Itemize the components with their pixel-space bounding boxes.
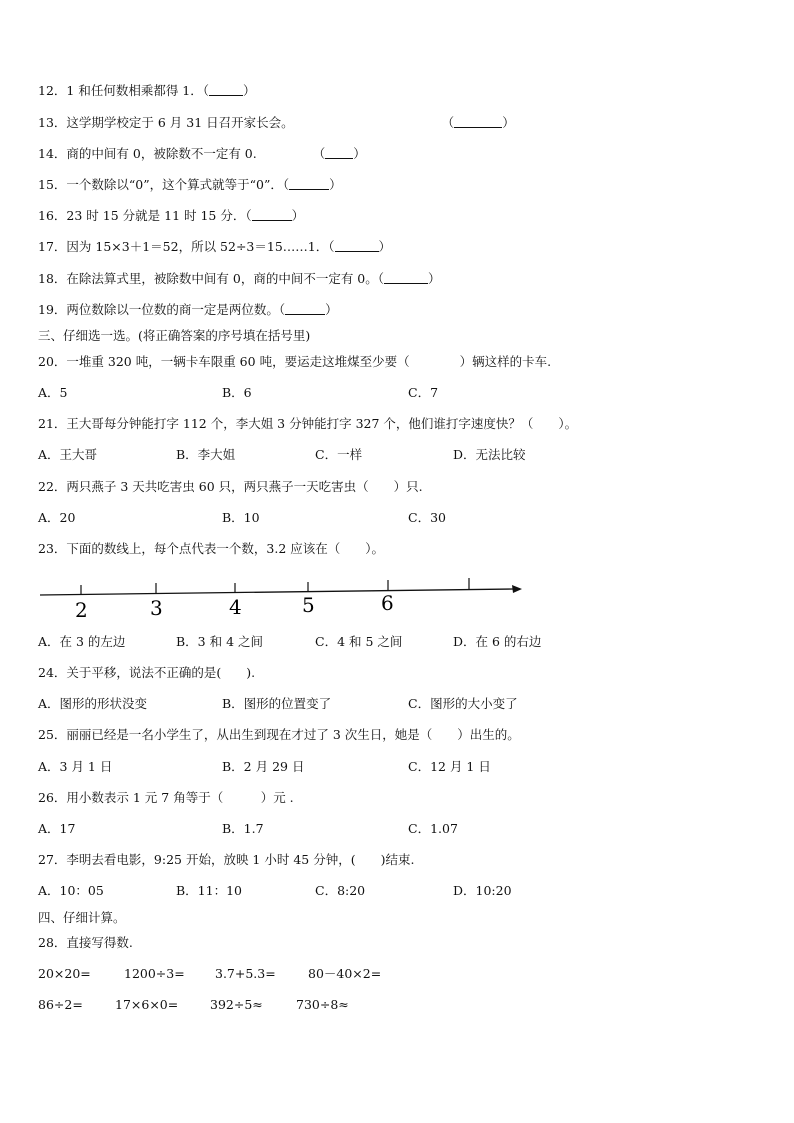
option-b[interactable]: B．2 月 29 日 (222, 759, 305, 774)
option-a[interactable]: A．王大哥 (38, 447, 98, 462)
number-line (36, 574, 536, 622)
calc-item: 86÷2= (38, 997, 83, 1012)
question-21: 21．王大哥每分钟能打字 112 个，李大姐 3 分钟能打字 327 个，他们谁打字速度快？（ ）。 (38, 416, 578, 431)
option-b[interactable]: B．3 和 4 之间 (176, 634, 264, 649)
tick-label: 3 (150, 596, 163, 620)
options-26 (38, 820, 758, 838)
tick-label: 4 (229, 595, 242, 619)
question-13: 13．这学期学校定于 6 月 31 日召开家长会。 （ ） (38, 115, 515, 130)
question-18: 18．在除法算式里，被除数中间有 0，商的中间不一定有 0。（ ） (38, 271, 441, 286)
question-26: 26．用小数表示 1 元 7 角等于（ ）元 . (38, 790, 294, 805)
question-19: 19．两位数除以一位数的商一定是两位数。（ ） (38, 302, 338, 317)
option-c[interactable]: C．图形的大小变了 (408, 696, 518, 711)
question-24: 24．关于平移，说法不正确的是( ). (38, 665, 256, 680)
option-c[interactable]: C．一样 (315, 447, 363, 462)
option-d[interactable]: D．10:20 (453, 883, 512, 898)
option-c[interactable]: C．30 (408, 510, 446, 525)
answer-blank[interactable] (209, 83, 243, 96)
options-22 (38, 509, 758, 527)
options-21 (38, 446, 758, 464)
answer-blank[interactable] (289, 177, 329, 190)
answer-blank[interactable] (325, 146, 353, 159)
option-a[interactable]: A．5 (38, 385, 68, 400)
calc-item: 80－40×2= (308, 966, 382, 981)
answer-blank[interactable] (335, 239, 379, 252)
option-b[interactable]: B．图形的位置变了 (222, 696, 332, 711)
tick-label: 2 (75, 598, 88, 622)
option-a[interactable]: A．20 (38, 510, 76, 525)
section-title-calc: 四、仔细计算。 (38, 910, 126, 925)
option-a[interactable]: A．10：05 (38, 883, 104, 898)
calc-item: 3.7+5.3= (215, 966, 276, 981)
answer-blank[interactable] (285, 302, 325, 315)
question-22: 22．两只燕子 3 天共吃害虫 60 只，两只燕子一天吃害虫（ ）只. (38, 479, 423, 494)
option-c[interactable]: C．1.07 (408, 821, 458, 836)
calc-item: 20×20= (38, 966, 91, 981)
calc-item: 730÷8≈ (296, 997, 349, 1012)
answer-blank[interactable] (252, 208, 292, 221)
option-c[interactable]: C．12 月 1 日 (408, 759, 491, 774)
option-d[interactable]: D．无法比较 (453, 447, 526, 462)
option-a[interactable]: A．17 (38, 821, 76, 836)
question-28: 28．直接写得数. (38, 935, 133, 950)
question-25: 25．丽丽已经是一名小学生了，从出生到现在才过了 3 次生日，她是（ ）出生的。 (38, 727, 520, 742)
question-16: 16．23 时 15 分就是 11 时 15 分．（ ） (38, 208, 305, 223)
section-title-choice: 三、仔细选一选。(将正确答案的序号填在括号里) (38, 328, 311, 343)
options-23 (38, 633, 758, 651)
calc-item: 1200÷3= (124, 966, 185, 981)
calc-item: 392÷5≈ (210, 997, 263, 1012)
option-b[interactable]: B．11：10 (176, 883, 242, 898)
calc-item: 17×6×0= (115, 997, 179, 1012)
option-b[interactable]: B．6 (222, 385, 252, 400)
question-12: 12．1 和任何数相乘都得 1．（ ） (38, 83, 256, 98)
question-14: 14．商的中间有 0，被除数不一定有 0. （ ） (38, 146, 366, 161)
option-b[interactable]: B．10 (222, 510, 260, 525)
option-c[interactable]: C．7 (408, 385, 439, 400)
option-a[interactable]: A．3 月 1 日 (38, 759, 113, 774)
tick-label: 5 (302, 593, 315, 617)
option-a[interactable]: A．图形的形状没变 (38, 696, 148, 711)
option-c[interactable]: C．4 和 5 之间 (315, 634, 403, 649)
tick-label: 6 (381, 591, 394, 615)
options-25 (38, 758, 758, 776)
answer-blank[interactable] (454, 115, 502, 128)
number-line-axis (40, 589, 514, 595)
question-17: 17．因为 15×3＋1＝52，所以 52÷3＝15……1．（ ） (38, 239, 392, 254)
arrow-head-icon (512, 585, 522, 593)
question-23: 23．下面的数线上，每个点代表一个数，3.2 应该在（ ）。 (38, 541, 385, 556)
options-20 (38, 384, 758, 402)
answer-blank[interactable] (384, 271, 428, 284)
options-24 (38, 695, 758, 713)
option-b[interactable]: B．1.7 (222, 821, 264, 836)
option-a[interactable]: A．在 3 的左边 (38, 634, 126, 649)
option-d[interactable]: D．在 6 的右边 (453, 634, 542, 649)
options-27 (38, 882, 758, 900)
option-c[interactable]: C．8:20 (315, 883, 366, 898)
question-20: 20．一堆重 320 吨，一辆卡车限重 60 吨，要运走这堆煤至少要（ ）辆这样的卡车. (38, 354, 552, 369)
question-15: 15．一个数除以“0”，这个算式就等于“0”．（ ） (38, 177, 342, 192)
option-b[interactable]: B．李大姐 (176, 447, 236, 462)
question-27: 27．李明去看电影，9:25 开始，放映 1 小时 45 分钟，( )结束. (38, 852, 415, 867)
